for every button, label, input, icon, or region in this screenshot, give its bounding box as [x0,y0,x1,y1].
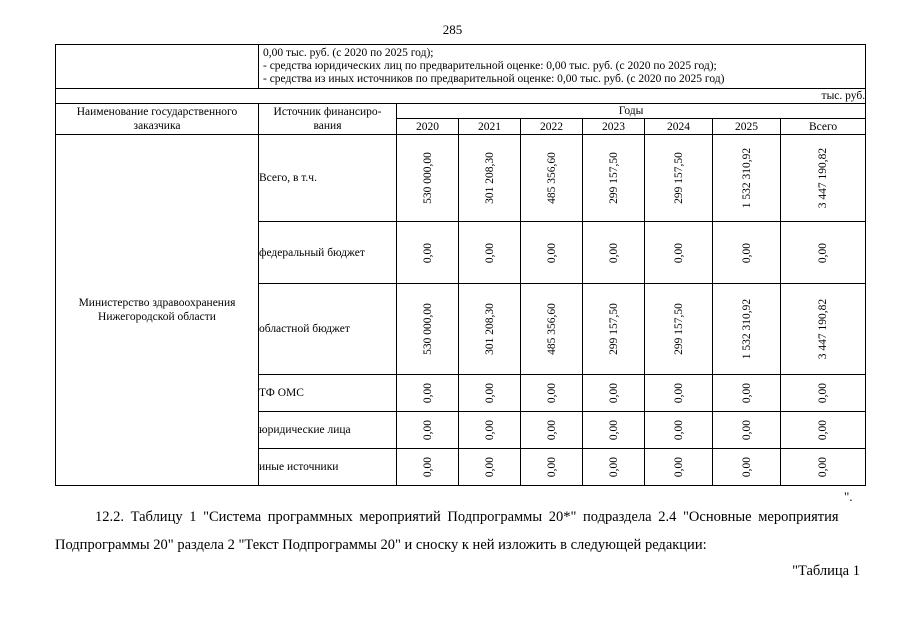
value-cell [713,222,781,284]
value-text: 485 356,60 [545,303,558,355]
value-cell [521,135,583,222]
value-cell [397,284,459,375]
value-text: 0,00 [421,456,434,478]
value-cell [459,135,521,222]
value-text: 0,00 [545,382,558,404]
value-cell [459,222,521,284]
total-cell [781,412,866,449]
value-text: 0,00 [421,382,434,404]
value-text: 0,00 [817,242,830,263]
value-cell [583,375,645,412]
value-cell [521,412,583,449]
value-cell [521,449,583,486]
header-year: 2023 [583,119,645,135]
value-cell [583,284,645,375]
value-cell [713,135,781,222]
value-text: 1 532 310,92 [740,147,753,209]
value-cell [645,412,713,449]
value-cell [521,222,583,284]
value-cell [459,284,521,375]
value-text: 3 447 190,82 [817,147,830,209]
source-cell: юридические лица [259,412,397,449]
value-text: 0,00 [483,419,496,441]
note-line: 0,00 тыс. руб. (с 2020 по 2025 год); [263,47,434,59]
financing-table [55,44,866,486]
value-text: 0,00 [817,382,830,404]
total-cell [781,375,866,412]
value-text: 301 208,30 [483,303,496,355]
total-cell [781,284,866,375]
value-text: 0,00 [817,419,830,441]
value-cell [645,222,713,284]
value-cell [397,222,459,284]
page-number: 285 [442,22,463,37]
value-text: 0,00 [545,242,558,263]
value-cell [397,412,459,449]
notes-cell [259,45,866,89]
value-text: 0,00 [672,242,685,263]
source-cell: областной бюджет [259,284,397,375]
unit-label: тыс. руб. [56,89,866,104]
value-cell [645,284,713,375]
value-text: 0,00 [545,456,558,478]
value-text: 0,00 [740,456,753,478]
total-cell [781,222,866,284]
value-text: 0,00 [817,456,830,478]
value-text: 3 447 190,82 [817,298,830,360]
value-text: 0,00 [740,242,753,263]
value-text: 0,00 [607,419,620,441]
value-cell [397,135,459,222]
header-year: 2022 [521,119,583,135]
value-text: 0,00 [740,382,753,404]
value-cell [521,375,583,412]
header-row [56,104,866,119]
value-text: 299 157,50 [672,152,685,204]
closing-quote: ". [844,489,853,504]
value-text: 0,00 [483,382,496,404]
value-text: 0,00 [607,242,620,263]
value-cell [459,375,521,412]
value-text: 530 000,00 [421,152,434,204]
header-customer: Наименование государственного заказчика [56,104,259,135]
value-text: 299 157,50 [672,303,685,355]
source-cell: ТФ ОМС [259,375,397,412]
value-cell [583,449,645,486]
value-text: 0,00 [483,456,496,478]
value-cell [713,284,781,375]
value-text: 299 157,50 [607,303,620,355]
value-cell [459,412,521,449]
value-cell [645,135,713,222]
paragraph-line-1: 12.2. Таблицу 1 "Система программных мероприятий Подпрограммы 20*" подраздела 2.4 "Основные мероприятия [95,509,839,525]
value-text: 0,00 [421,419,434,441]
value-text: 0,00 [607,456,620,478]
value-text: 0,00 [672,382,685,404]
header-year: 2025 [713,119,781,135]
table-row [56,135,866,222]
value-cell [645,449,713,486]
header-year: 2020 [397,119,459,135]
value-text: 299 157,50 [607,152,620,204]
header-year: 2021 [459,119,521,135]
value-cell [583,222,645,284]
value-cell [713,449,781,486]
value-text: 530 000,00 [421,303,434,355]
value-text: 485 356,60 [545,152,558,204]
value-text: 0,00 [545,419,558,441]
source-cell: иные источники [259,449,397,486]
header-year: 2024 [645,119,713,135]
value-text: 0,00 [672,456,685,478]
total-cell [781,135,866,222]
value-text: 0,00 [740,419,753,441]
notes-empty-cell [56,45,259,89]
table-reference: "Таблица 1 [792,563,860,579]
value-cell [645,375,713,412]
source-cell: Всего, в т.ч. [259,135,397,222]
value-cell [583,412,645,449]
value-text: 301 208,30 [483,152,496,204]
source-cell: федеральный бюджет [259,222,397,284]
value-text: 1 532 310,92 [740,298,753,360]
value-cell [397,375,459,412]
unit-row [56,89,866,104]
value-text: 0,00 [421,242,434,263]
total-cell [781,449,866,486]
header-source: Источник финансиро- вания [259,104,397,135]
value-cell [521,284,583,375]
customer-cell: Министерство здравоохранения Нижегородской области [56,135,259,486]
value-cell [713,375,781,412]
value-text: 0,00 [483,242,496,263]
note-line: - средства из иных источников по предварительной оценке: 0,00 тыс. руб. (с 2020 по 2025 год) [263,73,725,85]
value-cell [583,135,645,222]
value-cell [713,412,781,449]
value-cell [397,449,459,486]
note-line: - средства юридических лиц по предварительной оценке: 0,00 тыс. руб. (с 2020 по 2025 год); [263,60,717,72]
header-years-group: Годы [397,104,866,119]
paragraph-line-2: Подпрограммы 20" раздела 2 "Текст Подпрограммы 20" и сноску к ней изложить в следующей редакции: [55,537,707,553]
notes-row [56,45,866,89]
value-text: 0,00 [607,382,620,404]
value-cell [459,449,521,486]
header-total: Всего [781,119,866,135]
value-text: 0,00 [672,419,685,441]
